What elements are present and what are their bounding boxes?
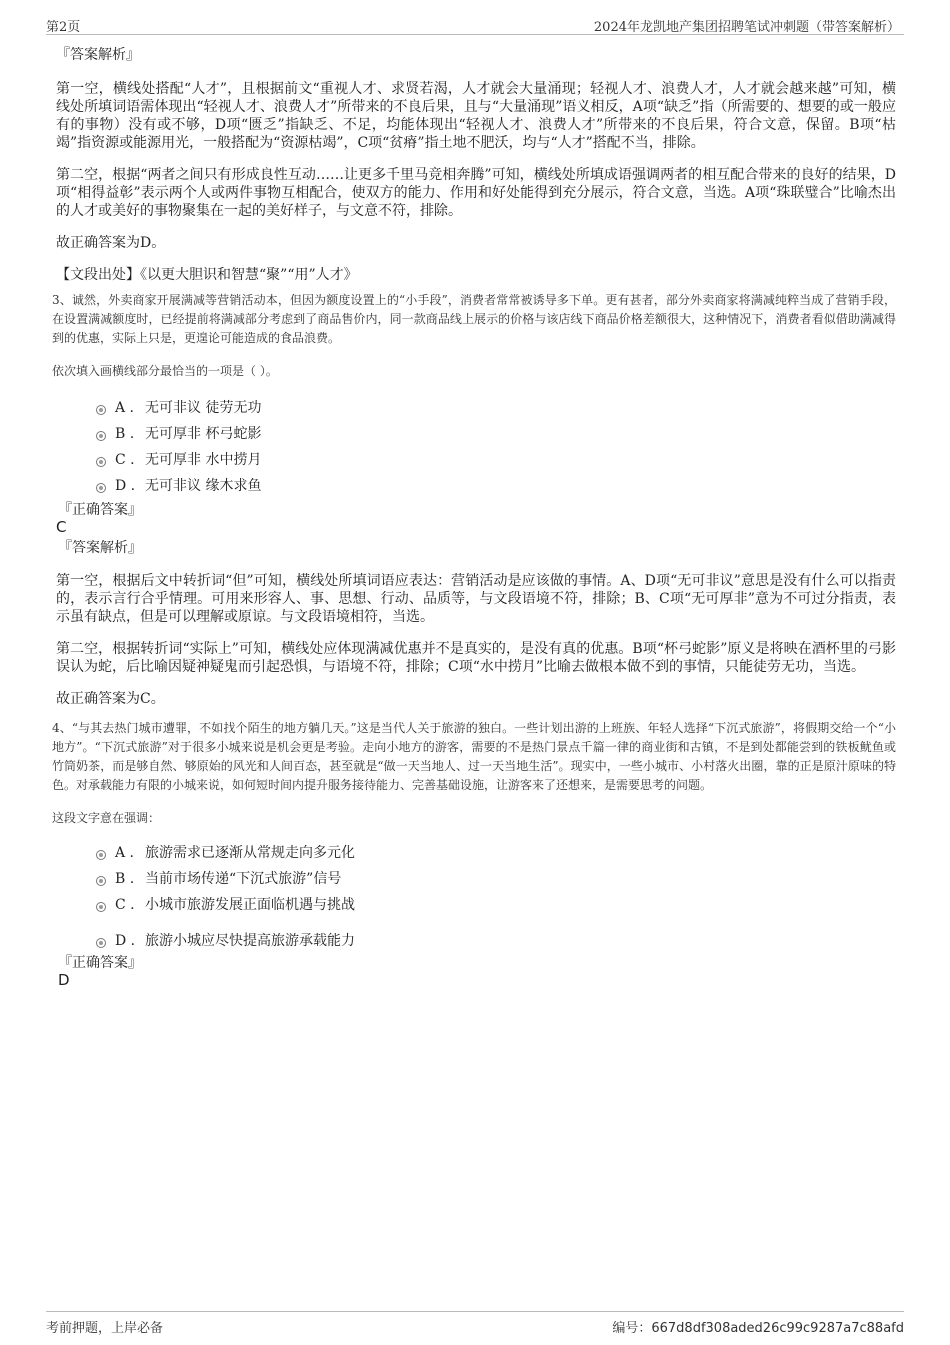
option-text: 无可非议 缘木求鱼 (145, 478, 262, 494)
radio-icon[interactable] (96, 483, 106, 493)
document-id: 编号：667d8df308aded26c99c9287a7c88afd (612, 1321, 904, 1336)
question-4-text: 4、“与其去热门城市遭罪，不如找个陌生的地方躺几天。”这是当代人关于旅游的独白。一些计划出游的上班族、年轻人选择“下沉式旅游”，将假期交给一个“小地方”。“下沉式旅游”对于很多小城来说是机会更是考验。走向小地方的游客，需要的不是热门景点千篇一律的商业街和古镇，不是到处都能尝到的铁板鱿鱼或竹筒奶茶，而是够自然、够原始的风光和人间百态，甚至就是“做一天当地人、过一天当地生活”。现实中，一些小城市、小村落火出圈，靠的正是原汁原味的特色。对承载能力有限的小城来说，如何短时间内提升服务接待能力、完善基础设施，让游客来了还想来，是需要思考的问题。 (52, 721, 896, 792)
document-title: 2024年龙凯地产集团招聘笔试冲刺题（带答案解析） (593, 20, 900, 35)
option-letter: B . (115, 871, 135, 887)
radio-icon[interactable] (96, 876, 106, 886)
option-text: 无可非议 徒劳无功 (145, 400, 262, 416)
radio-icon[interactable] (96, 850, 106, 860)
analysis-label: 『答案解析』 (56, 47, 140, 63)
option-text: 无可厚非 杯弓蛇影 (145, 426, 262, 442)
question-3-text: 3、诚然，外卖商家开展满减等营销活动本，但因为额度设置上的“小手段”，消费者常常被诱导多下单。更有甚者，部分外卖商家将满减纯粹当成了营销手段，在设置满减额度时，已经提前将满减部分考虑到了商品售价内，同一款商品线上展示的价格与该店线下商品价格差额很大，这种情况下，消费者看似借助满减得到的优惠，实际上只是，更遑论可能造成的食品浪费。 (52, 293, 896, 345)
radio-icon[interactable] (96, 457, 106, 467)
radio-icon[interactable] (96, 405, 106, 415)
page-header (46, 14, 904, 35)
option-letter: D . (115, 933, 136, 949)
option-letter: A . (115, 400, 135, 416)
analysis-conclusion: 故正确答案为C。 (56, 691, 165, 707)
option-text: 无可厚非 水中捞月 (145, 452, 262, 468)
analysis-paragraph: 第二空，根据转折词“实际上”可知，横线处应体现满减优惠并不是真实的，是没有真的优惠。B项“杯弓蛇影”原义是将映在酒杯里的弓影误认为蛇，后比喻因疑神疑鬼而引起恐惧，与语境不符，排除；C项“水中捞月”比喻去做根本做不到的事情，只能徒劳无功，当选。 (56, 641, 896, 675)
option-text: 旅游小城应尽快提高旅游承载能力 (145, 933, 355, 949)
footer-slogan: 考前押题，上岸必备 (46, 1321, 164, 1336)
page-number: 第2页 (46, 20, 81, 35)
radio-icon[interactable] (96, 938, 106, 948)
radio-icon[interactable] (96, 902, 106, 912)
analysis-paragraph: 第二空，根据“两者之间只有形成良性互动……让更多千里马竞相奔腾”可知，横线处所填成语强调两者的相互配合带来的良好的结果，D项“相得益彰”表示两个人或两件事物互相配合，使双方的能力、作用和好处能得到充分展示，符合文意，当选。A项“珠联璧合”比喻杰出的人才或美好的事物聚集在一起的美好样子，与文意不符，排除。 (56, 167, 896, 219)
option-a[interactable] (56, 840, 896, 866)
option-b[interactable] (56, 421, 896, 447)
page-content (52, 46, 896, 989)
correct-answer-label: 『正确答案』 (58, 955, 142, 971)
option-c[interactable] (56, 447, 896, 473)
option-letter: C . (115, 452, 135, 468)
option-d[interactable] (56, 928, 896, 954)
option-text: 小城市旅游发展正面临机遇与挑战 (145, 897, 355, 913)
option-b[interactable] (56, 866, 896, 892)
analysis-paragraph: 第一空，根据后文中转折词“但”可知，横线处所填词语应表达：营销活动是应该做的事情。A、D项“无可非议”意思是没有什么可以指责的，表示言行合乎情理。可用来形容人、事、思想、行动、品质等，与文段语境不符，排除；B、C项“无可厚非”意为不可过分指责，表示虽有缺点，但是可以理解或原谅。与文段语境相符，当选。 (56, 573, 896, 625)
question-3-prompt: 依次填入画横线部分最恰当的一项是（ ）。 (52, 364, 278, 378)
radio-icon[interactable] (96, 431, 106, 441)
correct-answer: C (56, 518, 67, 536)
source-citation: 【文段出处】《以更大胆识和智慧“聚”“用”人才》 (56, 267, 358, 283)
option-letter: D . (115, 478, 136, 494)
option-text: 当前市场传递“下沉式旅游”信号 (145, 871, 342, 887)
page-footer (46, 1311, 904, 1336)
question-4-options (56, 840, 896, 954)
question-3-options (56, 395, 896, 499)
option-letter: B . (115, 426, 135, 442)
option-text: 旅游需求已逐渐从常规走向多元化 (145, 845, 355, 861)
analysis-label: 『答案解析』 (58, 540, 142, 556)
option-c[interactable] (56, 892, 896, 918)
option-letter: C . (115, 897, 135, 913)
correct-answer-label: 『正确答案』 (58, 502, 142, 518)
option-d[interactable] (56, 473, 896, 499)
analysis-conclusion: 故正确答案为D。 (56, 235, 166, 251)
correct-answer: D (58, 971, 70, 989)
analysis-paragraph: 第一空，横线处搭配“人才”，且根据前文“重视人才、求贤若渴，人才就会大量涌现；轻视人才、浪费人才，人才就会越来越”可知，横线处所填词语需体现出“轻视人才、浪费人才”所带来的不良后果，且与“大量涌现”语义相反，A项“缺乏”指（所需要的、想要的或一般应有的事物）没有或不够，D项“匮乏”指缺乏、不足，均能体现出“轻视人才、浪费人才”所带来的不良后果，符合文意，保留。B项“枯竭”指资源或能源用光，一般搭配为“资源枯竭”，C项“贫瘠”指土地不肥沃，均与“人才”搭配不当，排除。 (56, 81, 896, 151)
option-letter: A . (115, 845, 135, 861)
question-4-prompt: 这段文字意在强调： (52, 811, 161, 825)
option-a[interactable] (56, 395, 896, 421)
